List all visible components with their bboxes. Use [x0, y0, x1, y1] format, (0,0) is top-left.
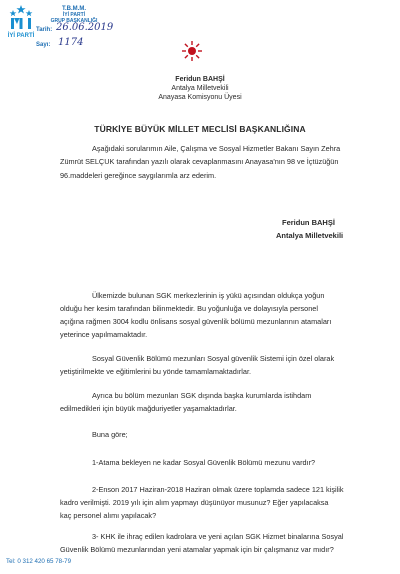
- party-logo-label: İYİ PARTİ: [7, 33, 35, 39]
- question-2-line: kaç personel alımı yapılacak?: [60, 511, 157, 520]
- stamp-number-value: 1174: [58, 37, 84, 48]
- body-line: yeterince yapılmamaktadır.: [60, 330, 148, 339]
- body-line: olduğu her kesim tarafından bilinmektedir. Bu yoğunluğa ve dolayısıyla personel: [60, 304, 318, 313]
- question-1: 1-Atama bekleyen ne kadar Sosyal Güvenlik Bölümü mezunu vardır?: [92, 458, 316, 467]
- body-line: Ayrıca bu bölüm mezunları SGK dışında başka kurumlarda istihdam: [92, 391, 312, 400]
- stamp-date-value: 26.06.2019: [56, 22, 114, 33]
- stamp-line: GRUP BAŞKANLIĞI: [50, 18, 98, 24]
- question-3-line: 3- KHK ile ihraç edilen kadrolara ve yeni açılan SGK Hizmet binalarına Sosyal: [92, 532, 344, 541]
- body-line: Sosyal Güvenlik Bölümü mezunları Sosyal güvenlik Sistemi için özel olarak: [92, 354, 335, 363]
- footer-phone: Tel: 0 312 420 65 78-79: [6, 558, 72, 565]
- body-line: Ülkemizde bulunan SGK merkezlerinin iş yükü açısından oldukça yoğun: [92, 291, 325, 300]
- tbmm-emblem-icon: [181, 40, 203, 62]
- question-2-line: kadro verilmişti. 2019 yılı için alım yapmayı düşünüyor musunuz? Eğer yapılacaksa: [60, 498, 329, 507]
- body-line: yetiştirilmekte ve eğitimlerini bu yönde tamamlamaktadırlar.: [60, 367, 252, 376]
- body-line: edilmedikleri için büyük mağduriyetler yaşamaktadırlar.: [60, 404, 237, 413]
- intro-line: 96.maddeleri gereğince saygılarımla arz ederim.: [60, 171, 217, 180]
- party-logo: [6, 4, 36, 39]
- question-2-line: 2-Enson 2017 Haziran-2018 Haziran olmak üzere toplamda sadece 121 kişilik: [92, 485, 344, 494]
- body-line: Buna göre;: [92, 430, 128, 439]
- signature-title: Antalya Milletvekili: [276, 231, 344, 240]
- stamp-number-label: Sayı:: [36, 42, 51, 48]
- stamp-line: T.B.M.M.: [62, 6, 86, 12]
- sender-title: Antalya Milletvekili: [171, 85, 229, 92]
- sender-name: Feridun BAHŞİ: [175, 76, 225, 83]
- question-3-line: Güvenlik Bölümü mezunlarından yeni atamalar yapmak için bir çalışmanız var mıdır?: [60, 545, 334, 554]
- intro-line: Aşağıdaki sorularımın Aile, Çalışma ve Sosyal Hizmetler Bakanı Sayın Zehra: [92, 144, 341, 153]
- intro-line: Zümrüt SELÇUK tarafından yazılı olarak cevaplanmasını Anayasa'nın 98 ve İçtüzüğün: [60, 157, 339, 166]
- sender-commission: Anayasa Komisyonu Üyesi: [158, 94, 242, 101]
- signature-name: Feridun BAHŞİ: [282, 218, 335, 227]
- stamp-line: İYİ PARTİ: [62, 12, 86, 18]
- body-line: açığına rağmen 3004 kodlu önlisans sosyal güvenlik bölümü mezunlarının atamaları: [60, 317, 332, 326]
- party-logo-icon: [6, 4, 36, 32]
- document-heading: TÜRKİYE BÜYÜK MİLLET MECLİSİ BAŞKANLIĞINA: [94, 124, 306, 134]
- sender-block: [0, 75, 400, 102]
- stamp-date-label: Tarih:: [36, 27, 53, 33]
